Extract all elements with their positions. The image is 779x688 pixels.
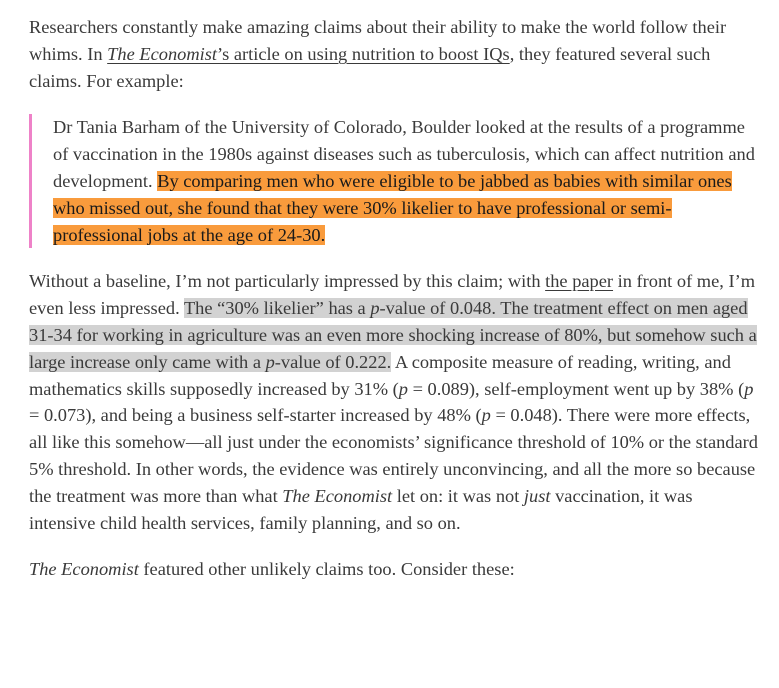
closing-paragraph bbox=[29, 556, 761, 583]
highlight-text: -value of 0.048. The treatment effect on men aged 31-34 for working in agriculture was an even more shocking increase of 80%, but somehow such a large increase only came with a bbox=[29, 298, 757, 372]
p-symbol: p bbox=[481, 405, 491, 426]
paper-link[interactable]: the paper bbox=[545, 271, 614, 292]
highlight-text: -value of 0.222. bbox=[274, 351, 392, 372]
p-symbol: p bbox=[370, 298, 380, 319]
economist-italic: The Economist bbox=[282, 485, 393, 506]
p-symbol: p bbox=[398, 378, 408, 399]
text-span: let on: it was not bbox=[392, 485, 524, 506]
text-span: featured other unlikely claims too. Consider these: bbox=[138, 559, 515, 580]
analysis-paragraph bbox=[29, 268, 761, 536]
text-span: , they featured several such claims. For example: bbox=[29, 43, 711, 91]
quote-paragraph bbox=[53, 114, 761, 248]
economist-italic: The Economist bbox=[29, 559, 139, 580]
quote-highlight: By comparing men who were eligible to be jabbed as babies with similar ones who missed out, she found that they were 30% likelier to have professional or semi-professional jobs at the age of 24-30. bbox=[53, 170, 732, 245]
text-span: in front of me, I’m even less impressed. bbox=[29, 271, 756, 319]
just-italic: just bbox=[523, 485, 551, 506]
text-span: Without a baseline, I’m not particularly impressed by this claim; with bbox=[29, 271, 546, 292]
quote-block bbox=[29, 114, 761, 248]
text-span: A composite measure of reading, writing, and mathematics skills supposedly increased by 31% ( bbox=[29, 351, 731, 399]
text-span: Researchers constantly make amazing claims about their ability to make the world follow their whims. In bbox=[29, 17, 727, 64]
text-span: vaccination, it was intensive child health services, family planning, and so on. bbox=[29, 485, 693, 533]
link-italic-title[interactable]: The Economist bbox=[107, 43, 217, 64]
text-span: = 0.073), and being a business self-starter increased by 48% ( bbox=[29, 405, 482, 426]
highlight-text: The “30% likelier” has a bbox=[183, 298, 371, 319]
quote-text: Dr Tania Barham of the University of Colorado, Boulder looked at the results of a programme of vaccination in the 1980s against diseases such as tuberculosis, which can affect nutrition and development. bbox=[53, 117, 755, 191]
economist-article-link[interactable] bbox=[107, 44, 510, 64]
p-symbol: p bbox=[265, 351, 275, 372]
intro-paragraph bbox=[29, 14, 761, 94]
link-text[interactable]: ’s article on using nutrition to boost IQs bbox=[217, 43, 510, 64]
text-span: = 0.089), self-employment went up by 38% ( bbox=[407, 378, 745, 399]
p-symbol: p bbox=[744, 378, 754, 399]
text-span: = 0.048). There were more effects, all like this somehow—all just under the economists’ significance threshold of 10% or the standard 5% threshold. In other words, the evidence was entirely unconvincing, and all the more so because the treatment was more than what bbox=[29, 405, 758, 506]
